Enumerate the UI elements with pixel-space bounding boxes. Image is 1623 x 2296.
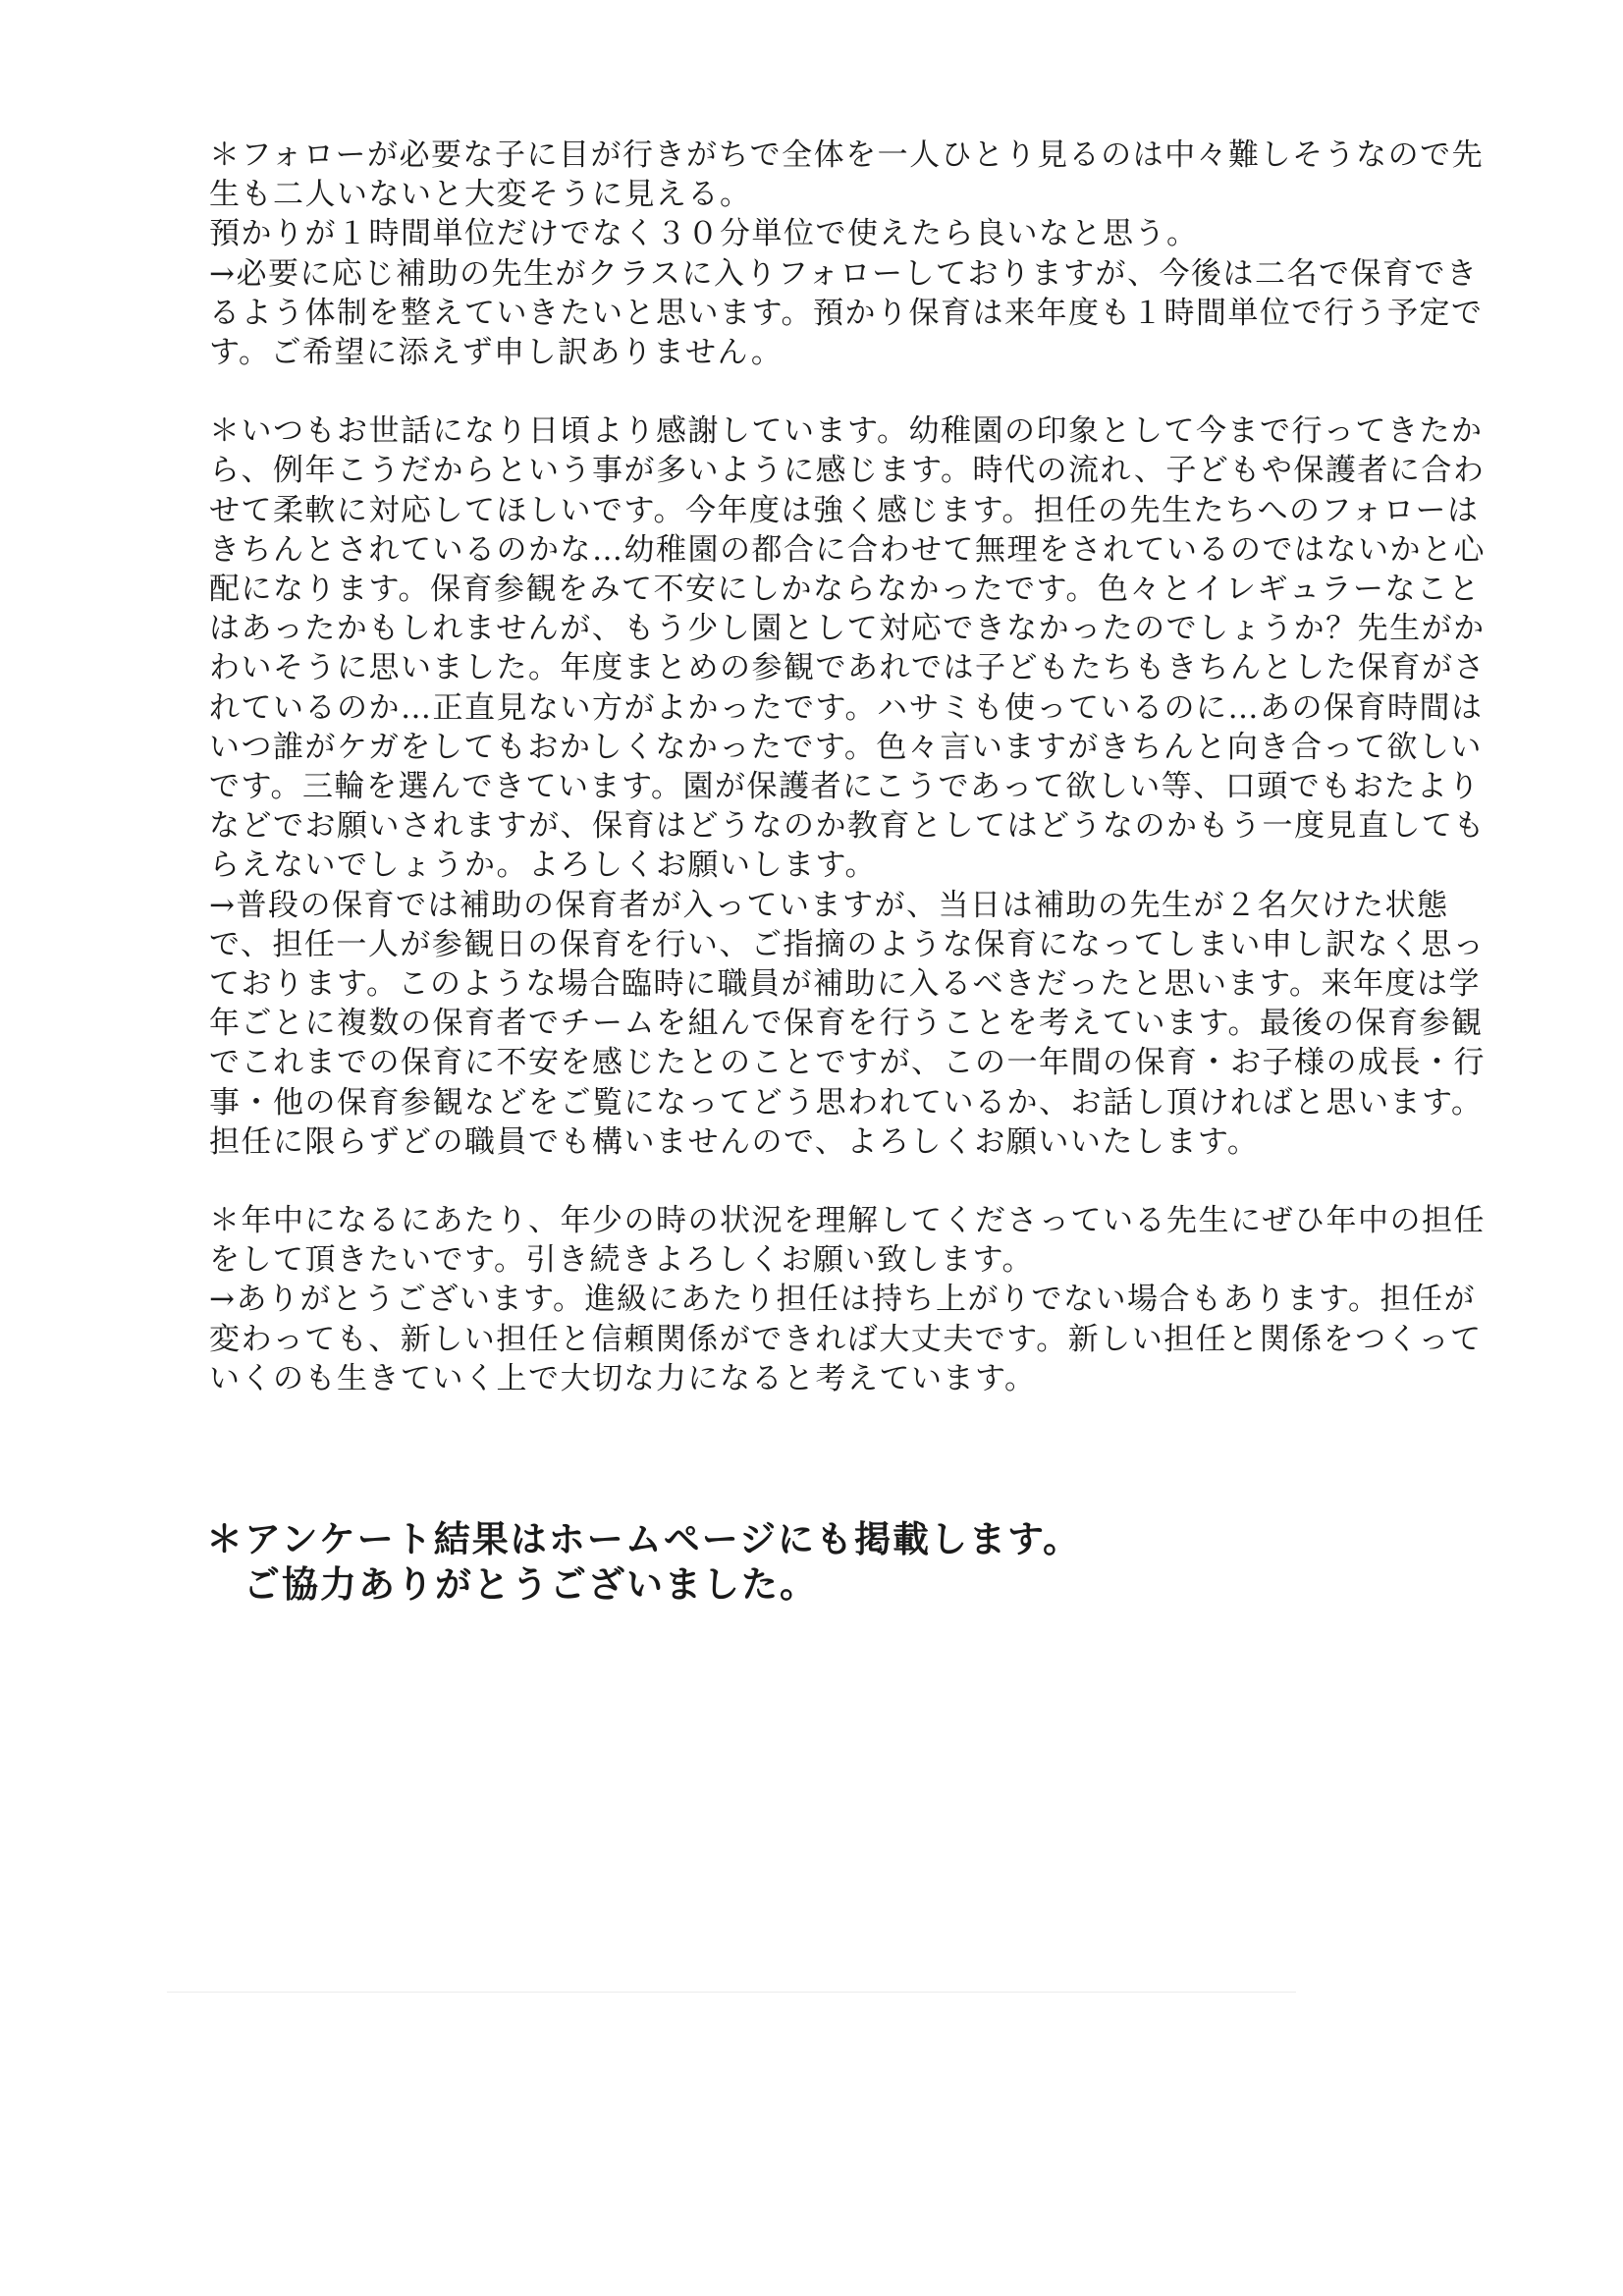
survey-comments xyxy=(209,136,1486,1398)
text-line: をして頂きたいです。引き続きよろしくお願い致します。 xyxy=(209,1242,1035,1279)
scan-artifact-divider xyxy=(167,1992,1296,1993)
comment-block-3 xyxy=(209,1201,1486,1398)
text-line: れているのか…正直見ない方がよかったです。ハサミも使っているのに…あの保育時間は xyxy=(209,689,1484,726)
text-line: いくのも生きていく上で大切な力になると考えています。 xyxy=(209,1360,1037,1396)
text-line: で、担任一人が参観日の保育を行い、ご指摘のような保育になってしまい申し訳なく思っ xyxy=(209,926,1486,962)
text-line: 預かりが１時間単位だけでなく３０分単位で使えたら良いなと思う。 xyxy=(209,216,1199,252)
text-line: です。三輪を選んできています。園が保護者にこうであって欲しい等、口頭でもおたより xyxy=(209,769,1481,805)
text-line: 年ごとに複数の保育者でチームを組んで保育を行うことを考えています。最後の保育参観 xyxy=(209,1006,1484,1042)
text-line: →普段の保育では補助の保育者が入っていますが、当日は補助の先生が２名欠けた状態 xyxy=(209,887,1449,923)
text-line: せて柔軟に対応してほしいです。今年度は強く感じます。担任の先生たちへのフォローは xyxy=(209,492,1480,528)
text-line: はあったかもしれませんが、もう少し園として対応できなかったのでしょうか？先生がか xyxy=(209,611,1486,647)
text-line: らえないでしょうか。よろしくお願いします。 xyxy=(209,847,878,884)
text-line: ております。このような場合臨時に職員が補助に入るべきだったと思います。来年度は学 xyxy=(209,966,1482,1003)
text-line: 変わっても、新しい担任と信頼関係ができれば大丈夫です。新しい担任と関係をつくって xyxy=(209,1321,1483,1357)
text-line: 担任に限らずどの職員でも構いませんので、よろしくお願いいたします。 xyxy=(209,1123,1260,1160)
text-line: 事・他の保育参観などをご覧になってどう思われているか、お話し頂ければと思います。 xyxy=(209,1084,1484,1121)
comment-block-1 xyxy=(209,136,1485,372)
notice-line-website: ＊アンケート結果はホームページにも掲載します。 xyxy=(206,1518,1082,1560)
paragraph-gap xyxy=(209,372,1427,411)
text-line: 生も二人いないと大変そうに見える。 xyxy=(209,177,752,213)
text-line: きちんとされているのかな…幼稚園の都合に合わせて無理をされているのではないかと心 xyxy=(209,531,1486,568)
text-line: わいそうに思いました。年度まとめの参観であれでは子どもたちもきちんとした保育がさ xyxy=(209,650,1486,686)
text-line: ＊いつもお世話になり日頃より感謝しています。幼稚園の印象として今まで行ってきたか xyxy=(209,413,1484,450)
text-line: す。ご希望に添えず申し訳ありません。 xyxy=(209,335,784,371)
text-line: 配になります。保育参観をみて不安にしかならなかったです。色々とイレギュラーなこと xyxy=(209,572,1482,608)
notice-line-thanks: ご協力ありがとうございました。 xyxy=(243,1563,818,1606)
closing-notice xyxy=(206,1517,1081,1608)
text-line: ＊年中になるにあたり、年少の時の状況を理解してくださっている先生にぜひ年中の担任 xyxy=(209,1203,1486,1239)
text-line: ら、例年こうだからという事が多いように感じます。時代の流れ、子どもや保護者に合わ xyxy=(209,453,1486,489)
text-line: いつ誰がケガをしてもおかしくなかったです。色々言いますがきちんと向き合って欲しい xyxy=(209,729,1483,765)
text-line: るよう体制を整えていきたいと思います。預かり保育は来年度も１時間単位で行う予定で xyxy=(209,295,1484,331)
comment-block-2 xyxy=(209,411,1486,1162)
text-line: などでお願いされますが、保育はどうなのか教育としてはどうなのかもう一度見直しても xyxy=(209,808,1486,845)
paragraph-gap xyxy=(209,1162,1427,1201)
text-line: でこれまでの保育に不安を感じたとのことですが、この一年間の保育・お子様の成長・行 xyxy=(209,1045,1486,1081)
text-line: →ありがとうございます。進級にあたり担任は持ち上がりでない場合もあります。担任が xyxy=(209,1282,1477,1318)
text-line: ＊フォローが必要な子に目が行きがちで全体を一人ひとり見るのは中々難しそうなので先 xyxy=(209,137,1485,173)
text-line: →必要に応じ補助の先生がクラスに入りフォローしておりますが、今後は二名で保育でき xyxy=(209,255,1479,292)
